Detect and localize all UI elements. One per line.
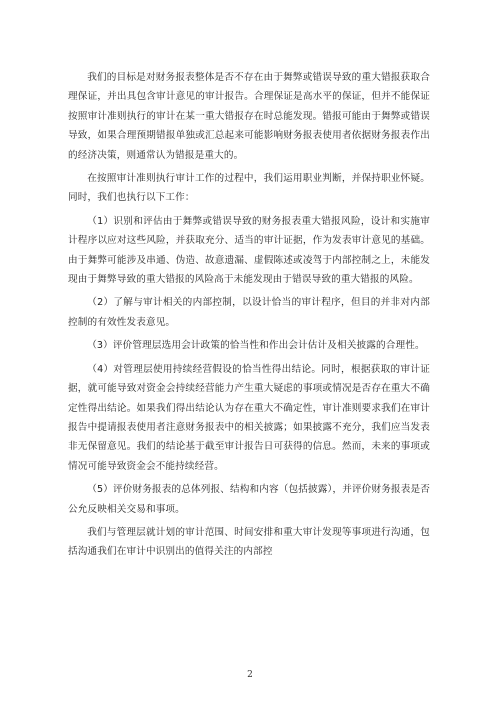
paragraph-item-2-internal-control: （2）了解与审计相关的内部控制，以设计恰当的审计程序，但目的并非对内部控制的有效性发表意见。 <box>68 297 430 328</box>
paragraph-professional-judgment: 在按照审计准则执行审计工作的过程中，我们运用职业判断，并保持职业怀疑。同时，我们也执行以下工作： <box>68 173 430 204</box>
paragraph-item-1-risk-assessment: （1）识别和评估由于舞弊或错误导致的财务报表重大错报风险，设计和实施审计程序以应对这些风险，并获取充分、适当的审计证据，作为发表审计意见的基础。由于舞弊可能涉及串通、伪造、故意遗漏、虚假陈述或凌驾于内部控制之上，未能发现由于舞弊导致的重大错报的风险高于未能发现由于错误导致的重大错报的风险。 <box>68 215 430 286</box>
paragraph-audit-objective: 我们的目标是对财务报表整体是否不存在由于舞弊或错误导致的重大错报获取合理保证，并出具包含审计意见的审计报告。合理保证是高水平的保证，但并不能保证按照审计准则执行的审计在某一重大错报存在时总能发现。错报可能由于舞弊或错误导致，如果合理预期错报单独或汇总起来可能影响财务报表使用者依据财务报表作出的经济决策，则通常认为错报是重大的。 <box>68 72 430 161</box>
body-text <box>68 68 430 566</box>
paragraph-communication: 我们与管理层就计划的审计范围、时间安排和重大审计发现等事项进行沟通，包括沟通我们在审计中识别出的值得关注的内部控 <box>68 526 430 558</box>
paragraph-item-3-accounting-policies: （3）评价管理层选用会计政策的恰当性和作出会计估计及相关披露的合理性。 <box>87 340 425 352</box>
paragraph-item-5-overall-presentation: （5）评价财务报表的总体列报、结构和内容（包括披露），并评价财务报表是否公允反映相关交易和事项。 <box>68 484 430 515</box>
paragraph-item-4-going-concern: （4）对管理层使用持续经营假设的恰当性得出结论。同时，根据获取的审计证据，就可能导致对资金会持续经营能力产生重大疑虑的事项或情况是否存在重大不确定性得出结论。如果我们得出结论认为存在重大不确定性，审计准则要求我们在审计报告中提请报表使用者注意财务报表中的相关披露；如果披露不充分，我们应当发表非无保留意见。我们的结论基于截至审计报告日可获得的信息。然而，未来的事项或情况可能导致资金会不能持续经营。 <box>68 363 430 472</box>
page-number: 2 <box>247 670 253 680</box>
